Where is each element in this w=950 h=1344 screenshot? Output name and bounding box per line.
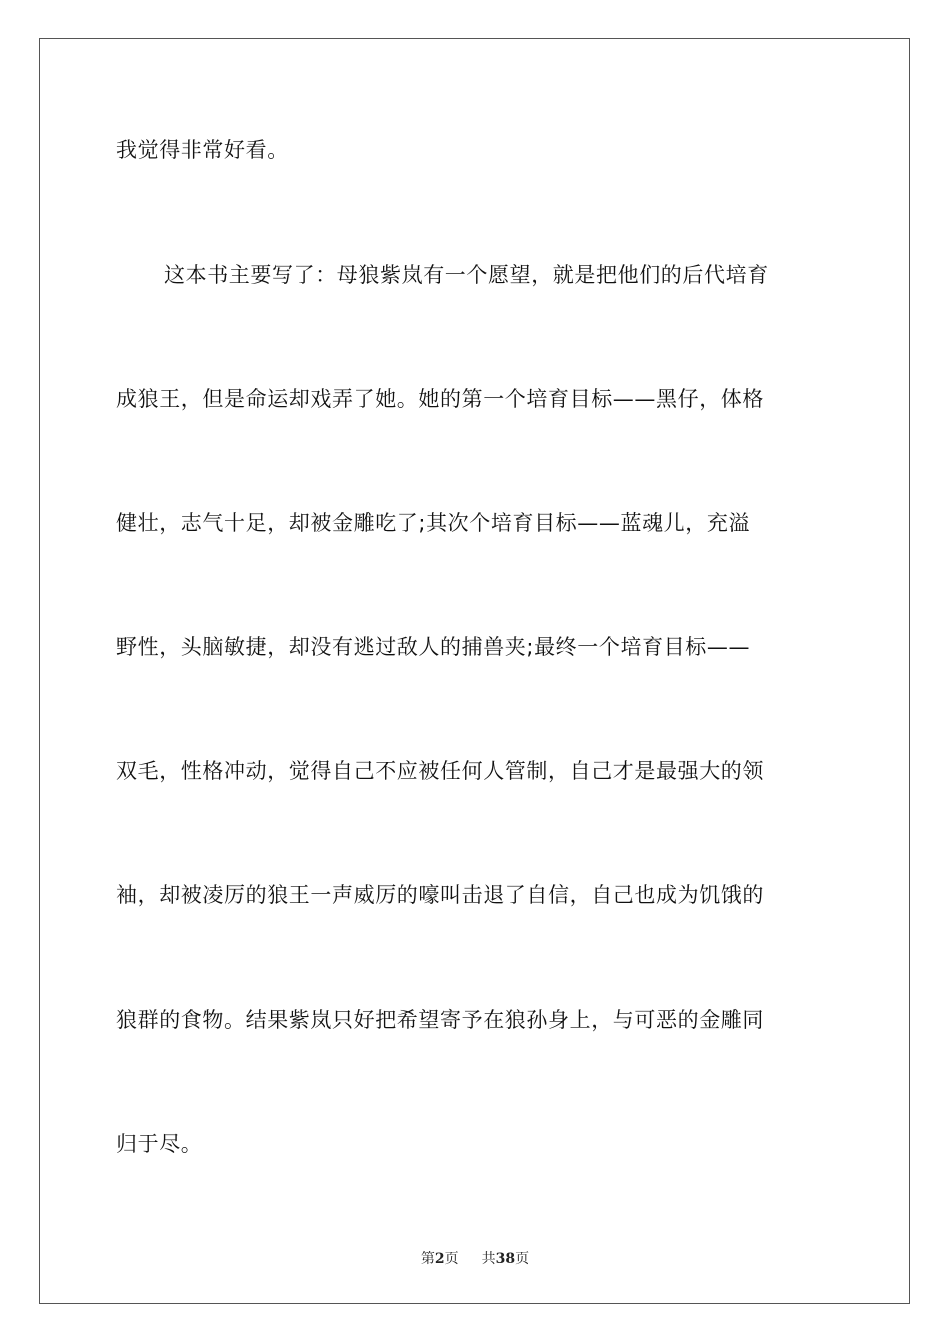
- total-pages: 38: [495, 1251, 516, 1267]
- text-line-5: 野性，头脑敏捷，却没有逃过敌人的捕兽夹;最终一个培育目标——: [116, 635, 751, 659]
- page-footer: [0, 1248, 950, 1268]
- page-suffix: 页: [444, 1251, 459, 1267]
- page-border: [39, 38, 910, 1304]
- text-line-1: 我觉得非常好看。: [116, 138, 289, 162]
- total-suffix: 页: [515, 1251, 530, 1267]
- page-prefix: 第: [420, 1251, 435, 1267]
- text-line-3: 成狼王，但是命运却戏弄了她。她的第一个培育目标——黑仔，体格: [116, 387, 764, 411]
- total-prefix: 共: [481, 1251, 496, 1267]
- text-line-9: 归于尽。: [116, 1132, 203, 1156]
- text-line-6: 双毛，性格冲动，觉得自己不应被任何人管制，自己才是最强大的领: [116, 759, 764, 783]
- text-line-4: 健壮，志气十足，却被金雕吃了;其次个培育目标——蓝魂儿，充溢: [116, 511, 751, 535]
- text-line-2: 这本书主要写了：母狼紫岚有一个愿望，就是把他们的后代培育: [164, 263, 769, 287]
- page-number: 2: [434, 1251, 445, 1267]
- text-line-7: 袖，却被凌厉的狼王一声威厉的嚎叫击退了自信，自己也成为饥饿的: [116, 883, 764, 907]
- text-line-8: 狼群的食物。结果紫岚只好把希望寄予在狼孙身上，与可恶的金雕同: [116, 1008, 764, 1032]
